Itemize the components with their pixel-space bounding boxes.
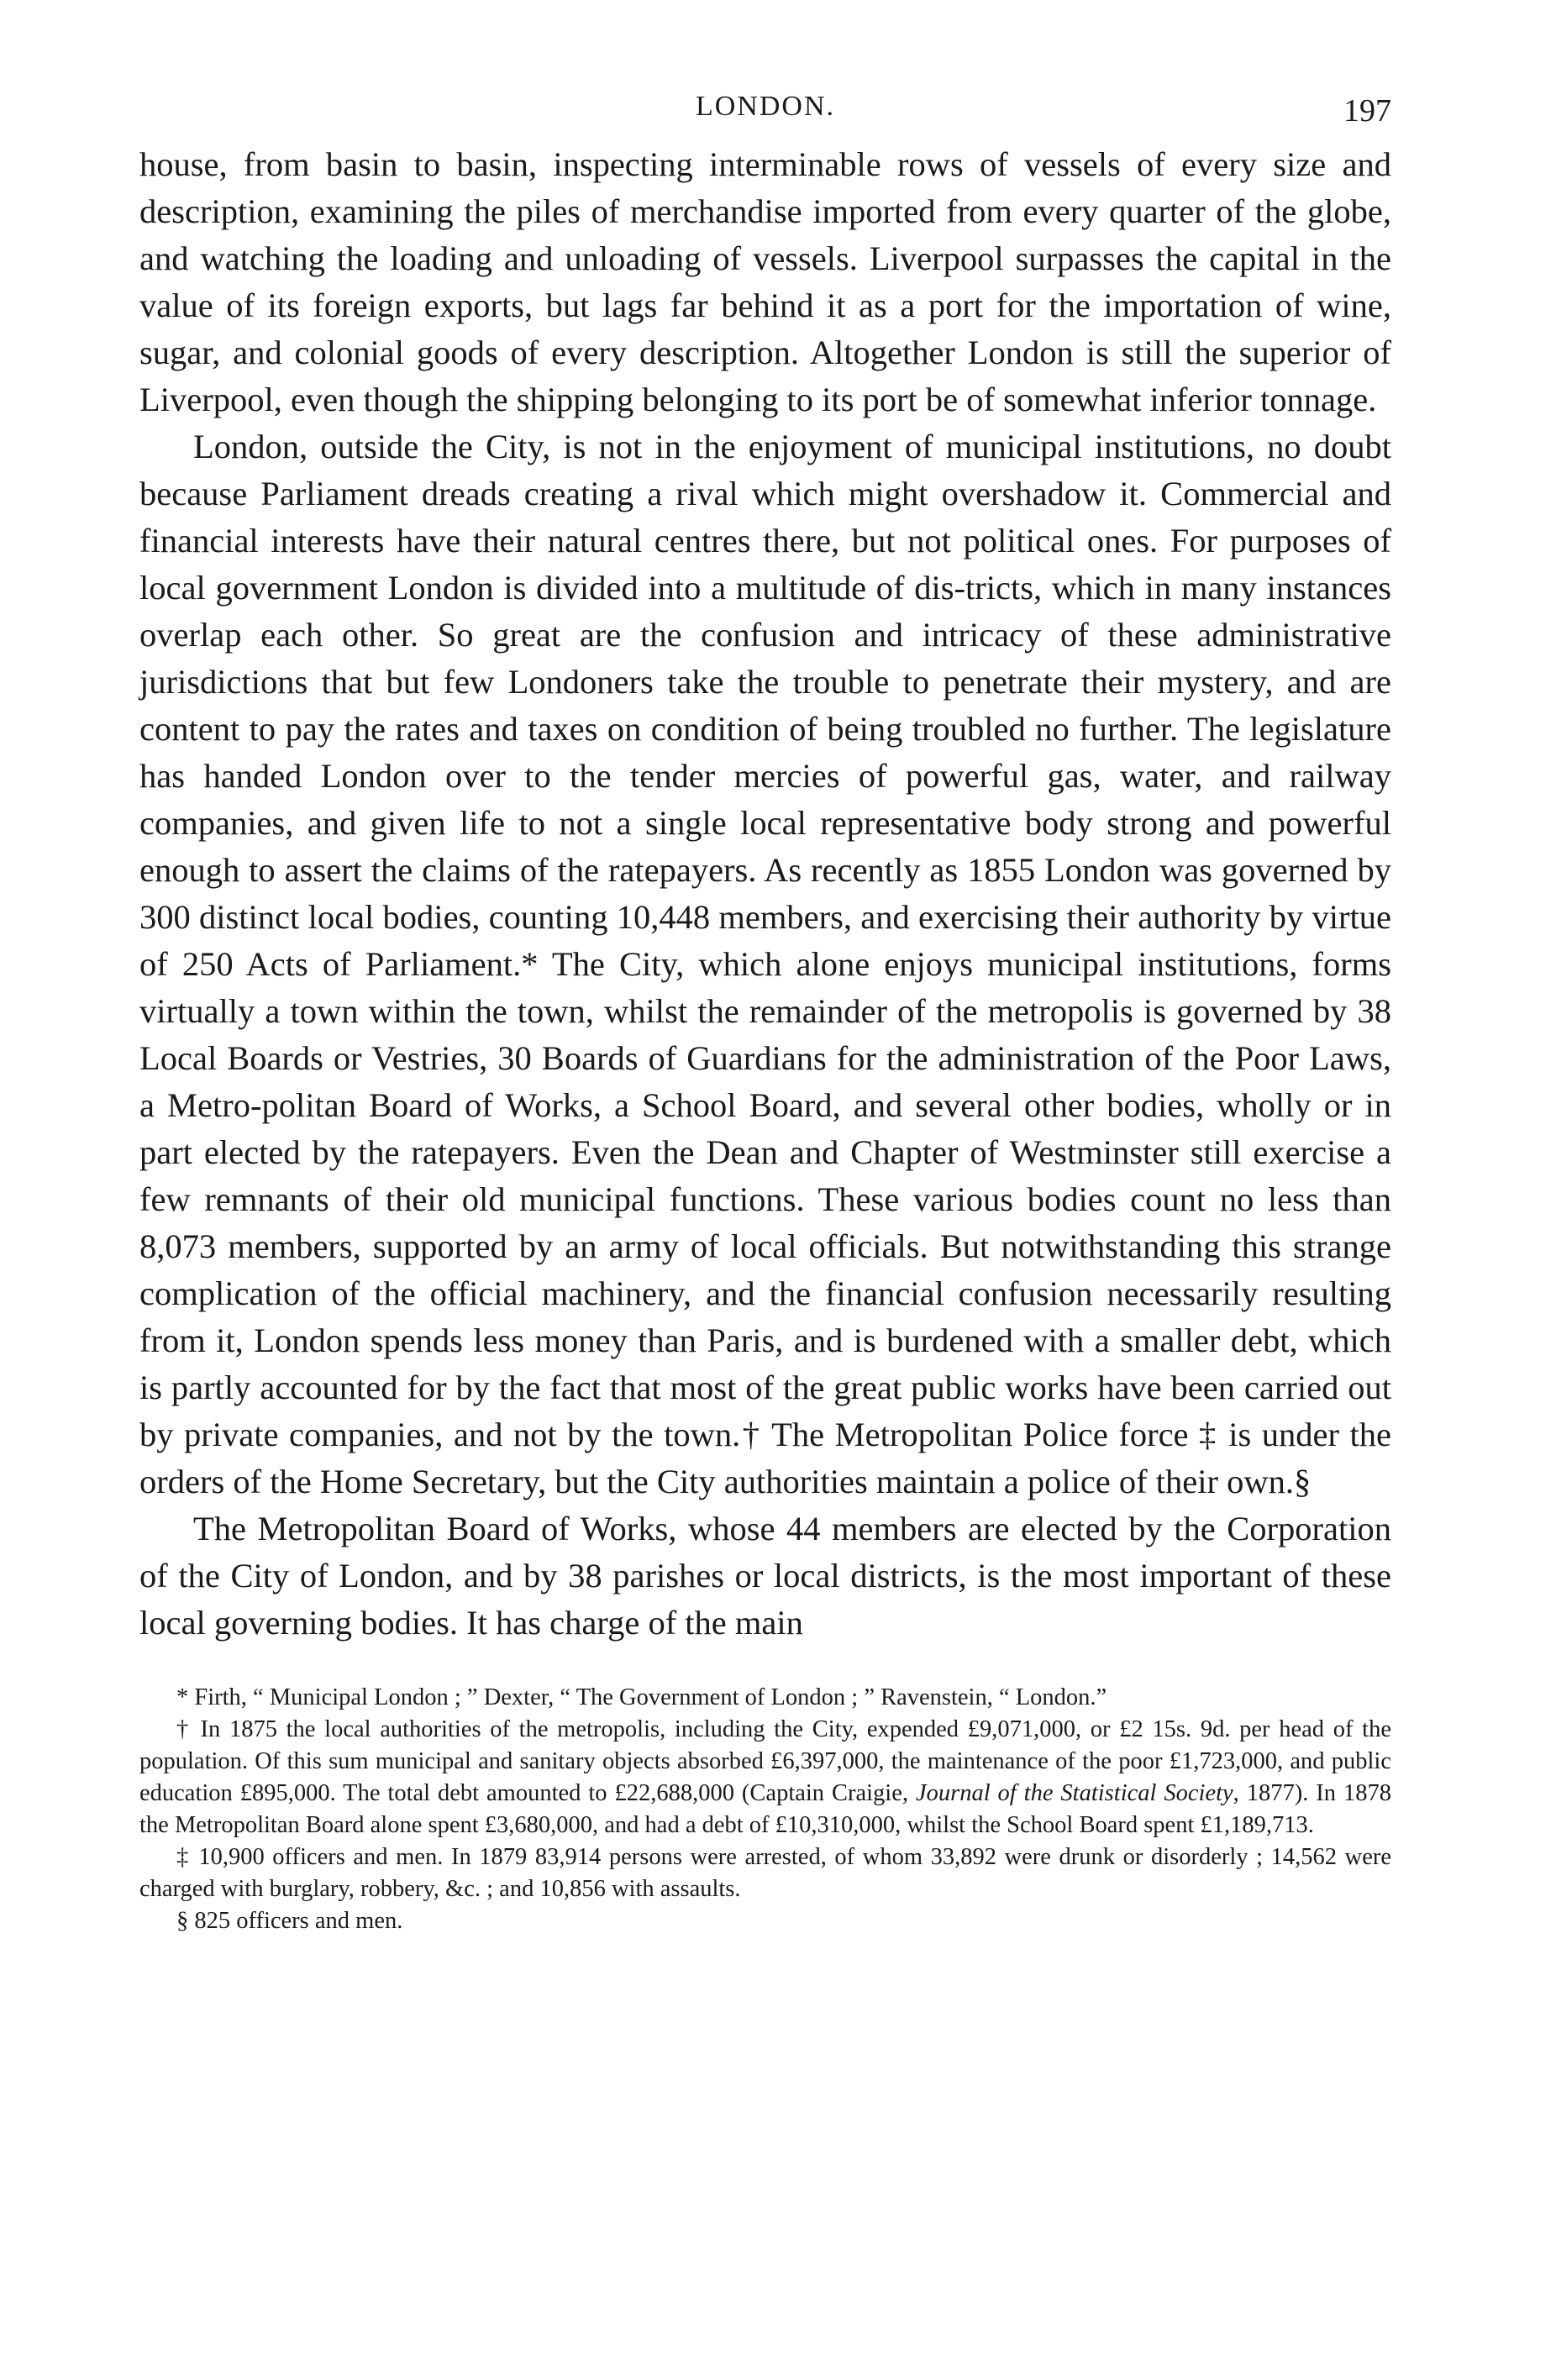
book-page: [139, 84, 1391, 1937]
footnote-section: § 825 officers and men.: [176, 1908, 403, 1934]
paragraph-metropolitan-board: The Metropolitan Board of Works, whose 44 members are elected by the Corporation of the City of London, and by 38 parishes or local districts, is the most important of these local governing bodies. It has charge of the main: [139, 1510, 1391, 1642]
journal-title: Journal of the Statistical Society: [915, 1780, 1233, 1806]
running-head: [139, 84, 1391, 134]
footnote-asterisk: * Firth, “ Municipal London ; ” Dexter, “ The Government of London ; ” Ravenstein, “ London.”: [176, 1684, 1107, 1710]
footnote-double-dagger: ‡ 10,900 officers and men. In 1879 83,914 persons were arrested, of whom 33,892 were drunk or disorderly ; 14,562 were charged with burglary, robbery, &c. ; and 10,856 with assaults.: [139, 1844, 1391, 1902]
body-text: [139, 141, 1391, 1647]
footnote-dagger-text: † In 1875 the local authorities of the metropolis, including the City, expended £9,071,000, or £2 15s. 9d. per head of the population. Of this sum municipal and sanitary objects absorbed £6,397,000, the maintenance of the poor £1,723,000, and public education £895,000. The total debt amounted to £22,688,000 (Captain Craigie,: [139, 1716, 1391, 1806]
footnote-dagger-text-end: , 1877). In 1878 the Metropolitan Board alone spent £3,680,000, and had a debt of £10,310,000, whilst the School Board spent £1,189,713.: [139, 1780, 1391, 1838]
footnote-dagger: [139, 1714, 1391, 1841]
page-number: 197: [1343, 93, 1391, 129]
footnotes: [139, 1682, 1391, 1937]
running-title: LONDON.: [695, 91, 836, 122]
paragraph-local-government: London, outside the City, is not in the enjoyment of municipal institutions, no doubt because Parliament dreads creating a rival which might overshadow it. Commercial and financial interests have their natural centres there, but not political ones. For purposes of local government London is divided into a multitude of dis-tricts, which in many instances overlap each other. So great are the confusion and intricacy of these administrative jurisdictions that but few Londoners take the trouble to penetrate their mystery, and are content to pay the rates and taxes on condition of being troubled no further. The legislature has handed London over to the tender mercies of powerful gas, water, and railway companies, and given life to not a single local representative body strong and powerful enough to assert the claims of the ratepayers. As recently as 1855 London was governed by 300 distinct local bodies, counting 10,448 members, and exercising their authority by virtue of 250 Acts of Parliament.* The City, which alone enjoys municipal institutions, forms virtually a town within the town, whilst the remainder of the metropolis is governed by 38 Local Boards or Vestries, 30 Boards of Guardians for the administration of the Poor Laws, a Metro-politan Board of Works, a School Board, and several other bodies, wholly or in part elected by the ratepayers. Even the Dean and Chapter of Westminster still exercise a few remnants of their old municipal functions. These various bodies count no less than 8,073 members, supported by an army of local officials. But notwithstanding this strange complication of the official machinery, and the financial confusion necessarily resulting from it, London spends less money than Paris, and is burdened with a smaller debt, which is partly accounted for by the fact that most of the great public works have been carried out by private companies, and not by the town.† The Metropolitan Police force ‡ is under the orders of the Home Secretary, but the City authorities maintain a police of their own.§: [139, 428, 1391, 1500]
paragraph-continued: house, from basin to basin, inspecting interminable rows of vessels of every size and description, examining the piles of merchandise imported from every quarter of the globe, and watching the loading and unloading of vessels. Liverpool surpasses the capital in the value of its foreign exports, but lags far behind it as a port for the importation of wine, sugar, and colonial goods of every description. Altogether London is still the superior of Liverpool, even though the shipping belonging to its port be of somewhat inferior tonnage.: [139, 145, 1391, 418]
